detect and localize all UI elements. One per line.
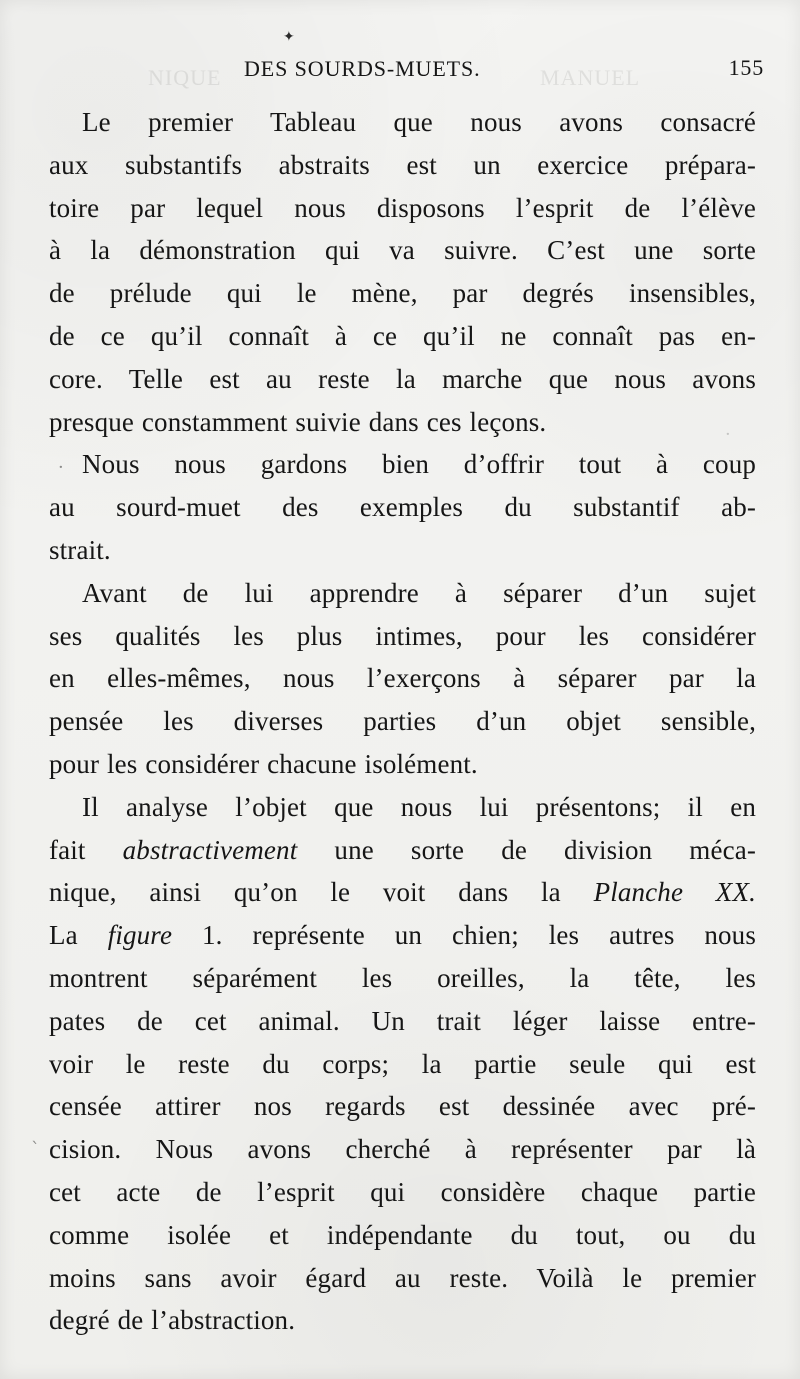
text-line: au sourd-muet des exemples du substantif ab-	[49, 492, 756, 523]
text-line: voir le reste du corps; la partie seule qui est	[49, 1048, 756, 1079]
text-fragment: La	[49, 920, 108, 951]
text-line: de ce qu’il connaît à ce qu’il ne connaît pas en-	[49, 320, 756, 351]
margin-speck: ·	[58, 457, 64, 478]
running-title: DES SOURDS-MUETS.	[244, 56, 481, 81]
text-line: toire par lequel nous disposons l’esprit de l’élève	[49, 192, 756, 223]
text-line: en elles-mêmes, nous l’exerçons à séparer par la	[49, 663, 756, 694]
text-line: Nous nous gardons bien d’offrir tout à coup	[82, 449, 756, 480]
text-line: aux substantifs abstraits est un exercice prépara-	[49, 149, 756, 180]
italic-text-fragment: Planche XX.	[593, 877, 756, 908]
margin-tick: `	[31, 1139, 40, 1160]
show-through-text-right: MANUEL	[540, 65, 641, 90]
text-line: presque constamment suivie dans ces leçons.	[49, 406, 547, 437]
text-fragment: une sorte de division méca-	[297, 834, 756, 865]
text-line: pour les considérer chacune isolément.	[49, 748, 478, 779]
text-line: strait.	[49, 534, 111, 565]
italic-text-fragment: abstractivement	[122, 834, 298, 865]
text-line: montrent séparément les oreilles, la tête, les	[49, 962, 756, 993]
text-line: moins sans avoir égard au reste. Voilà le premier	[49, 1262, 756, 1293]
text-line: de prélude qui le mène, par degrés insensibles,	[49, 278, 756, 309]
text-line	[49, 871, 756, 914]
text-line: cision. Nous avons cherché à représenter par là	[49, 1134, 756, 1165]
text-fragment: 1. représente un chien; les autres nous	[172, 920, 756, 951]
text-line: censée attirer nos regards est dessinée avec pré-	[49, 1091, 756, 1122]
faint-speck: ·	[725, 424, 731, 445]
text-line: cet acte de l’esprit qui considère chaque partie	[49, 1176, 756, 1207]
text-line: Il analyse l’objet que nous lui présentons; il en	[82, 791, 756, 822]
page-header	[244, 56, 764, 92]
text-line: pensée les diverses parties d’un objet sensible,	[49, 706, 756, 737]
text-line: pates de cet animal. Un trait léger laisse entre-	[49, 1005, 756, 1036]
text-line	[49, 829, 756, 872]
text-line: degré de l’abstraction.	[49, 1305, 296, 1336]
text-line: ses qualités les plus intimes, pour les considérer	[49, 620, 756, 651]
text-line: à la démonstration qui va suivre. C’est une sorte	[49, 235, 756, 266]
text-line: Avant de lui apprendre à séparer d’un sujet	[82, 577, 756, 608]
body-text	[49, 101, 756, 1342]
italic-text-fragment: figure	[107, 920, 173, 951]
text-line: comme isolée et indépendante du tout, ou du	[49, 1219, 756, 1250]
show-through-text-left: NIQUE	[148, 65, 222, 90]
text-line: Le premier Tableau que nous avons consacré	[82, 107, 756, 137]
text-fragment: nique, ainsi qu’on le voit dans la	[49, 877, 594, 908]
text-fragment: fait	[49, 834, 123, 865]
top-ink-mark: ✦	[283, 29, 295, 45]
text-line	[49, 914, 756, 957]
text-line: core. Telle est au reste la marche que nous avons	[49, 363, 756, 394]
page-number: 155	[728, 55, 764, 80]
